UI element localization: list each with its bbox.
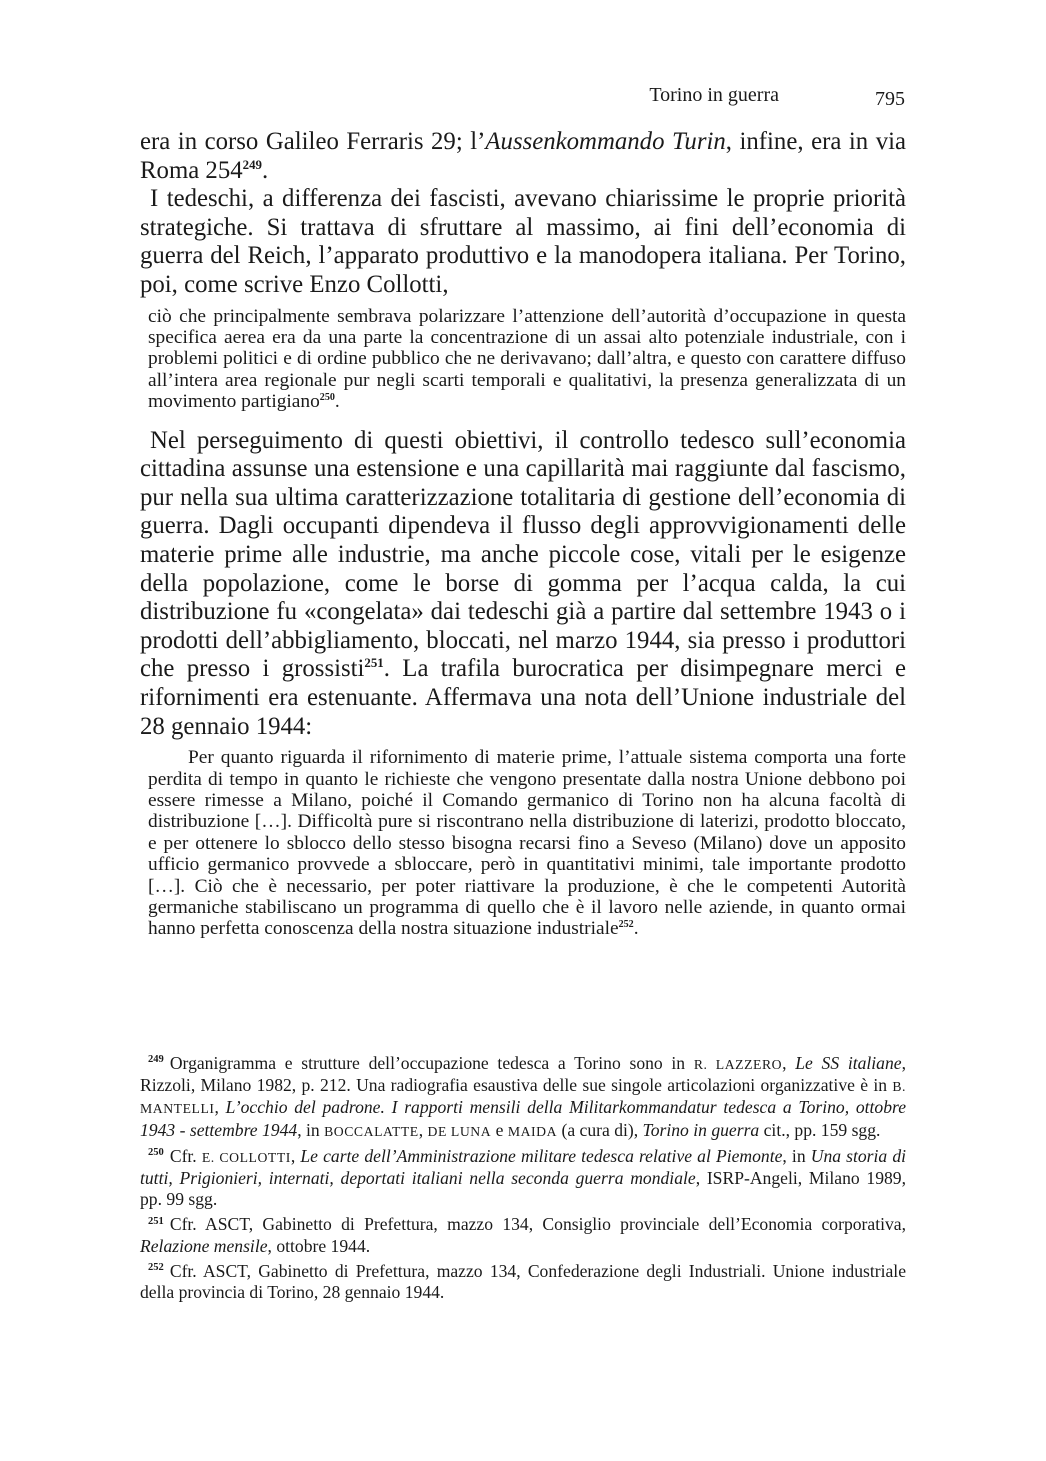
author-name: R. LAZZERO [693, 1057, 783, 1072]
block-quote-unione-industriale: Per quanto riguarda il rifornimento di materie prime, l’attuale sistema comporta una forte perdita di tempo in quanto le richieste che vengono presentate dalla nostra Unione debbono poi essere rimesse a Milano, poiché il Comando germanico di Torino non ha alcuna facoltà di distribuzione […]. Difficoltà pure si riscontrano nella distribuzione di laterizi, prodotto bloccato, e per ottenere lo sblocco dello stesso bisogna recarsi fino a Seveso (Milano) dove un apposito ufficio germanico provvede a sbloccare, però in quantitativi minimi, tale importante prodotto […]. Ciò che è necessario, per poter riattivare la produzione, è che le competenti Autorità germaniche stabiliscano un programma di quello che è il lavoro nelle aziende, in quanto ormai hanno perfetta conoscenza della nostra situazione industriale$^{252}$. [148, 747, 906, 940]
footnote-ref-252[interactable]: 252 [618, 919, 634, 931]
running-title: Torino in guerra [649, 84, 779, 106]
paragraph-continuation: era in corso Galileo Ferraris 29; l’Aussenkommando Turin, infine, era in via Roma $254^{249}$. [140, 128, 906, 184]
footnote-ref-249[interactable]: 249 [242, 157, 262, 172]
running-head [140, 84, 905, 114]
author-name: E. COLLOTTI [201, 1149, 291, 1165]
footnote-252: $^{252}$ Cfr. ASCT, Gabinetto di Prefettura, mazzo 134, Confederazione degli Industriali. Unione industriale della provincia di Torino, 28 gennaio 1944. [140, 1260, 906, 1303]
paragraph-economic-control: Nel perseguimento di questi obiettivi, il controllo tedesco sull’economia cittadina assunse una estensione e una capillarità mai raggiunte dal fascismo, pur nella sua ultima caratterizzazione totalitaria di gestione dell’economia di guerra. Dagli occupanti dipendeva il flusso degli approvvigionamenti delle materie prime alle industrie, ma anche piccole cose, vitali per le esigenze della popolazione, come le borse di gomma per l’acqua calda, la cui distribuzione fu «congelata» dai tedeschi già a partire dal settembre 1943 o i prodotti dell’abbigliamento, bloccati, nel marzo 1944, sia presso i produttori che presso i grossisti$^{251}$. La trafila burocratica per disimpegnare merci e rifornimenti era estenuante. Affermava una nota dell’Unione industriale del 28 gennaio 1944: [140, 426, 907, 740]
author-name: MAIDA [507, 1123, 558, 1139]
author-name: DE LUNA [427, 1123, 492, 1139]
footnote-number: 252 [148, 1261, 164, 1273]
paragraph-priorities: I tedeschi, a differenza dei fascisti, avevano chiarissime le proprie priorità strategiche. Si trattava di sfruttare al massimo, ai fini dell’economia di guerra del Reich, l’apparato produttivo e la manodopera italiana. Per Torino, poi, come scrive Enzo Collotti, [140, 185, 906, 298]
footnote-251: $^{251}$ Cfr. ASCT, Gabinetto di Prefettura, mazzo 134, Consiglio provinciale dell’Economia corporativa, Relazione mensile, ottobre 1944. [140, 1214, 906, 1256]
footnote-ref-250[interactable]: 250 [319, 392, 335, 404]
block-quote-collotti: ciò che principalmente sembrava polarizzare l’attenzione dell’autorità d’occupazione in questa specifica aerea era da una parte la concentrazione di un assai alto potenziale industriale, con i problemi politici e di ordine pubblico che ne derivavano; dall’altra, e questo con carattere diffuso all’intera area regionale pur negli scarti temporali e qualitativi, la presenza generalizzata di un movimento partigiano$^{250}$. [148, 305, 906, 413]
author-name: BOCCALATTE [324, 1123, 419, 1139]
footnote-number: 250 [148, 1146, 164, 1158]
footnote-250: $^{250}$ Cfr. E. COLLOTTI, Le carte dell’Amministrazione militare tedesca relative al Piemonte, in Una storia di tutti, Prigionieri, internati, deportati italiani nella seconda guerra mondiale, ISRP-Angeli, Milano 1989, pp. 99 sgg. [140, 1145, 907, 1210]
main-text [140, 128, 906, 954]
footnotes [140, 1053, 906, 1307]
footnote-number: 249 [148, 1054, 164, 1066]
footnote-ref-251[interactable]: 251 [364, 656, 384, 671]
italic-term: Aussenkommando Turin [485, 128, 726, 155]
page-number: 795 [875, 88, 905, 110]
footnote-number: 251 [148, 1215, 164, 1227]
author-name: B. MANTELLI [140, 1079, 906, 1117]
footnote-249: $^{249}$ Organigramma e strutture dell’occupazione tedesca a Torino sono in R. LAZZERO, Le SS italiane, Rizzoli, Milano 1982, p. 212. Una radiografia esaustiva delle sue singole articolazioni organizzative è in B. MANTELLI, L’occhio del padrone. I rapporti mensili della Militarkommandatur tedesca a Torino, ottobre 1943 - settembre 1944, in BOCCALATTE, DE LUNA e MAIDA (a cura di), Torino in guerra cit., pp. 159 sgg. [140, 1053, 907, 1140]
